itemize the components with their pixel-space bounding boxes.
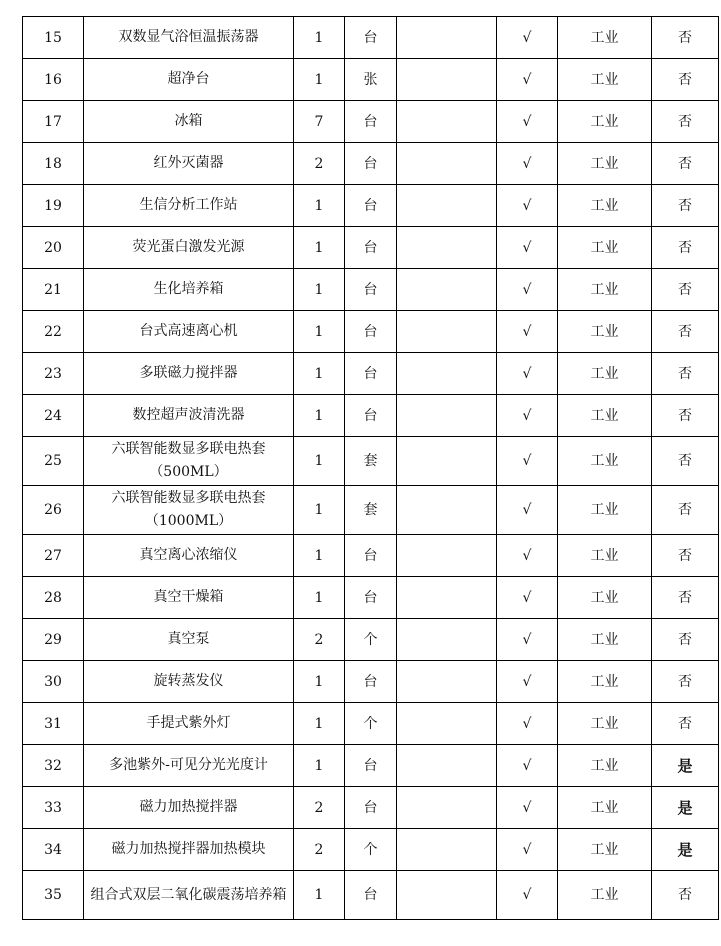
equipment-name: 数控超声波清洗器: [84, 395, 294, 437]
blank-cell: [397, 143, 497, 185]
blank-cell: [397, 703, 497, 745]
blank-cell: [397, 787, 497, 829]
category: 工业: [558, 395, 652, 437]
unit: 个: [345, 619, 397, 661]
quantity: 1: [294, 17, 345, 59]
quantity: 1: [294, 185, 345, 227]
row-number: 18: [23, 143, 84, 185]
table-row: [23, 745, 719, 787]
blank-cell: [397, 871, 497, 920]
equipment-name: 真空泵: [84, 619, 294, 661]
flag: 否: [652, 143, 719, 185]
blank-cell: [397, 745, 497, 787]
check-mark: √: [497, 703, 558, 745]
equipment-name: 台式高速离心机: [84, 311, 294, 353]
unit: 套: [345, 437, 397, 486]
category: 工业: [558, 619, 652, 661]
equipment-name: 冰箱: [84, 101, 294, 143]
blank-cell: [397, 619, 497, 661]
row-number: 29: [23, 619, 84, 661]
check-mark: √: [497, 269, 558, 311]
blank-cell: [397, 17, 497, 59]
unit: 台: [345, 787, 397, 829]
row-number: 20: [23, 227, 84, 269]
blank-cell: [397, 311, 497, 353]
flag: 否: [652, 871, 719, 920]
row-number: 26: [23, 486, 84, 535]
equipment-name: 荧光蛋白激发光源: [84, 227, 294, 269]
table-row: [23, 395, 719, 437]
equipment-name: 双数显气浴恒温振荡器: [84, 17, 294, 59]
equipment-name: 真空干燥箱: [84, 577, 294, 619]
quantity: 2: [294, 787, 345, 829]
row-number: 16: [23, 59, 84, 101]
category: 工业: [558, 577, 652, 619]
flag: 否: [652, 535, 719, 577]
flag: 否: [652, 437, 719, 486]
check-mark: √: [497, 227, 558, 269]
check-mark: √: [497, 101, 558, 143]
unit: 台: [345, 17, 397, 59]
row-number: 33: [23, 787, 84, 829]
quantity: 1: [294, 395, 345, 437]
quantity: 1: [294, 577, 345, 619]
equipment-table: [22, 16, 719, 920]
table-row: [23, 437, 719, 486]
check-mark: √: [497, 871, 558, 920]
flag: 否: [652, 17, 719, 59]
table-row: [23, 227, 719, 269]
category: 工业: [558, 185, 652, 227]
check-mark: √: [497, 59, 558, 101]
equipment-name: 多池紫外-可见分光光度计: [84, 745, 294, 787]
equipment-name: 真空离心浓缩仪: [84, 535, 294, 577]
blank-cell: [397, 227, 497, 269]
quantity: 1: [294, 437, 345, 486]
table-row: [23, 703, 719, 745]
unit: 套: [345, 486, 397, 535]
table-row: [23, 353, 719, 395]
quantity: 7: [294, 101, 345, 143]
check-mark: √: [497, 829, 558, 871]
flag: 否: [652, 661, 719, 703]
unit: 台: [345, 395, 397, 437]
table-row: [23, 577, 719, 619]
equipment-name: 六联智能数显多联电热套（500ML）: [84, 437, 294, 486]
unit: 台: [345, 871, 397, 920]
quantity: 1: [294, 311, 345, 353]
quantity: 2: [294, 829, 345, 871]
unit: 台: [345, 661, 397, 703]
equipment-name: 六联智能数显多联电热套（1000ML）: [84, 486, 294, 535]
table-body: [23, 17, 719, 920]
table-row: [23, 59, 719, 101]
row-number: 34: [23, 829, 84, 871]
equipment-name: 磁力加热搅拌器加热模块: [84, 829, 294, 871]
table-row: [23, 185, 719, 227]
row-number: 23: [23, 353, 84, 395]
equipment-name: 生信分析工作站: [84, 185, 294, 227]
row-number: 19: [23, 185, 84, 227]
unit: 台: [345, 269, 397, 311]
category: 工业: [558, 787, 652, 829]
table-row: [23, 101, 719, 143]
category: 工业: [558, 143, 652, 185]
blank-cell: [397, 59, 497, 101]
flag: 否: [652, 353, 719, 395]
flag: 否: [652, 577, 719, 619]
flag: 否: [652, 227, 719, 269]
unit: 台: [345, 353, 397, 395]
unit: 台: [345, 535, 397, 577]
row-number: 31: [23, 703, 84, 745]
row-number: 27: [23, 535, 84, 577]
check-mark: √: [497, 143, 558, 185]
unit: 台: [345, 227, 397, 269]
quantity: 1: [294, 486, 345, 535]
equipment-name: 组合式双层二氧化碳震荡培养箱: [84, 871, 294, 920]
category: 工业: [558, 703, 652, 745]
quantity: 1: [294, 871, 345, 920]
check-mark: √: [497, 745, 558, 787]
row-number: 15: [23, 17, 84, 59]
flag: 否: [652, 703, 719, 745]
category: 工业: [558, 311, 652, 353]
quantity: 1: [294, 353, 345, 395]
flag: 否: [652, 59, 719, 101]
quantity: 1: [294, 227, 345, 269]
quantity: 1: [294, 745, 345, 787]
quantity: 2: [294, 619, 345, 661]
table-row: [23, 269, 719, 311]
category: 工业: [558, 101, 652, 143]
check-mark: √: [497, 311, 558, 353]
category: 工业: [558, 661, 652, 703]
quantity: 1: [294, 535, 345, 577]
table-row: [23, 661, 719, 703]
unit: 个: [345, 829, 397, 871]
table-row: [23, 829, 719, 871]
row-number: 22: [23, 311, 84, 353]
quantity: 1: [294, 661, 345, 703]
equipment-name: 磁力加热搅拌器: [84, 787, 294, 829]
unit: 个: [345, 703, 397, 745]
row-number: 35: [23, 871, 84, 920]
flag: 否: [652, 269, 719, 311]
blank-cell: [397, 269, 497, 311]
row-number: 28: [23, 577, 84, 619]
flag: 否: [652, 395, 719, 437]
equipment-name: 旋转蒸发仪: [84, 661, 294, 703]
category: 工业: [558, 745, 652, 787]
unit: 台: [345, 311, 397, 353]
blank-cell: [397, 535, 497, 577]
unit: 台: [345, 185, 397, 227]
table-row: [23, 143, 719, 185]
flag: 否: [652, 311, 719, 353]
row-number: 24: [23, 395, 84, 437]
category: 工业: [558, 17, 652, 59]
flag: 是: [652, 787, 719, 829]
category: 工业: [558, 269, 652, 311]
blank-cell: [397, 437, 497, 486]
row-number: 30: [23, 661, 84, 703]
flag: 否: [652, 101, 719, 143]
check-mark: √: [497, 535, 558, 577]
check-mark: √: [497, 185, 558, 227]
flag: 是: [652, 829, 719, 871]
category: 工业: [558, 59, 652, 101]
quantity: 1: [294, 269, 345, 311]
blank-cell: [397, 353, 497, 395]
row-number: 25: [23, 437, 84, 486]
category: 工业: [558, 829, 652, 871]
row-number: 32: [23, 745, 84, 787]
check-mark: √: [497, 437, 558, 486]
equipment-name: 手提式紫外灯: [84, 703, 294, 745]
check-mark: √: [497, 619, 558, 661]
equipment-name: 超净台: [84, 59, 294, 101]
check-mark: √: [497, 17, 558, 59]
unit: 台: [345, 143, 397, 185]
table-row: [23, 619, 719, 661]
blank-cell: [397, 829, 497, 871]
unit: 张: [345, 59, 397, 101]
check-mark: √: [497, 353, 558, 395]
blank-cell: [397, 101, 497, 143]
category: 工业: [558, 486, 652, 535]
unit: 台: [345, 577, 397, 619]
flag: 否: [652, 486, 719, 535]
category: 工业: [558, 437, 652, 486]
category: 工业: [558, 535, 652, 577]
table-row: [23, 535, 719, 577]
unit: 台: [345, 101, 397, 143]
category: 工业: [558, 353, 652, 395]
quantity: 2: [294, 143, 345, 185]
table-row: [23, 486, 719, 535]
equipment-name: 红外灭菌器: [84, 143, 294, 185]
unit: 台: [345, 745, 397, 787]
row-number: 17: [23, 101, 84, 143]
quantity: 1: [294, 59, 345, 101]
row-number: 21: [23, 269, 84, 311]
blank-cell: [397, 577, 497, 619]
equipment-name: 多联磁力搅拌器: [84, 353, 294, 395]
flag: 否: [652, 185, 719, 227]
equipment-name: 生化培养箱: [84, 269, 294, 311]
category: 工业: [558, 871, 652, 920]
flag: 是: [652, 745, 719, 787]
quantity: 1: [294, 703, 345, 745]
blank-cell: [397, 185, 497, 227]
check-mark: √: [497, 395, 558, 437]
flag: 否: [652, 619, 719, 661]
blank-cell: [397, 661, 497, 703]
check-mark: √: [497, 661, 558, 703]
category: 工业: [558, 227, 652, 269]
check-mark: √: [497, 577, 558, 619]
check-mark: √: [497, 787, 558, 829]
table-row: [23, 787, 719, 829]
table-row: [23, 17, 719, 59]
table-row: [23, 311, 719, 353]
check-mark: √: [497, 486, 558, 535]
table-row: [23, 871, 719, 920]
blank-cell: [397, 486, 497, 535]
blank-cell: [397, 395, 497, 437]
